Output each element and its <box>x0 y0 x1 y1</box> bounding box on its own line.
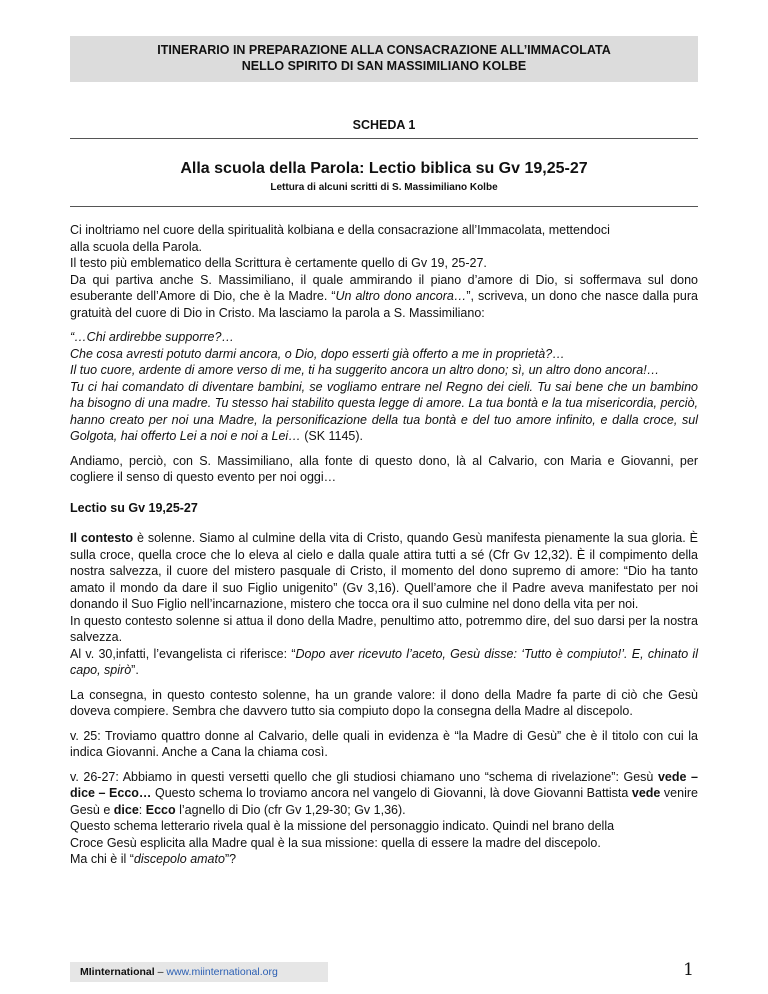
section-heading <box>70 500 698 517</box>
text-line <box>70 272 698 322</box>
footer-org: MIinternational <box>80 966 155 978</box>
text-line: Il testo più emblematico della Scrittura è certamente quello di Gv 19, 25-27. <box>70 256 487 270</box>
text-run: : <box>138 802 146 817</box>
bold-term: vede <box>631 786 661 800</box>
quote-reference: (SK 1145). <box>300 429 364 443</box>
text-run: è solenne. Siamo al culmine della vita di Cristo, quando Gesù manifesta pienamente la sua gloria. È sulla croce, quella croce che lo eleva al cielo e dalla quale attira tutti a sé (Cfr Gv 12,32). È il compimento della nostra salvezza, il cuore del mistero pasquale di Cristo, il momento del dono supremo di amore: “Dio ha tanto amato il mondo da dare il suo Figlio unigenito” (Gv 3,16). Quell’amore che il Padre aveva manifestato per noi donando il Suo Figlio nell’incarnazione, mistero che tocca ora il suo culmine nel dono della vita per noi. <box>70 531 699 611</box>
kolbe-quote <box>70 329 698 445</box>
text-run: Questo schema lo troviamo ancora nel vangelo di Giovanni, là dove Giovanni Battista <box>151 786 632 800</box>
consegna-paragraph: La consegna, in questo contesto solenne, ha un grande valore: il dono della Madre fa parte di ciò che Gesù doveva compiere. Sembra che davvero tutto sia compiuto dopo la consegna della Madre al discepolo. <box>70 687 698 718</box>
divider <box>70 138 698 139</box>
italic-quote: discepolo amato <box>133 852 225 866</box>
text-line <box>70 646 698 679</box>
quote-line: Il tuo cuore, ardente di amore verso di me, ti ha suggerito ancora un altro dono; sì, un altro dono ancora!… <box>70 363 660 377</box>
page-number: 1 <box>683 960 694 980</box>
text-line: Ci inoltriamo nel cuore della spiritualità kolbiana e della consacrazione all’Immacolata, mettendoci <box>70 223 610 237</box>
text-run: ”. <box>131 663 139 677</box>
contesto-paragraph <box>70 530 698 679</box>
v25-paragraph: v. 25: Troviamo quattro donne al Calvario, delle quali in evidenza è “la Madre di Gesù” che è il titolo con cui la indica Giovanni. Anche a Cana la chiama così. <box>70 728 698 759</box>
text-run: Ma chi è il “ <box>70 852 134 866</box>
andiamo-paragraph: Andiamo, perciò, con S. Massimiliano, alla fonte di questo dono, là al Calvario, con Maria e Giovanni, per cogliere il senso di questo evento per noi oggi… <box>70 453 698 484</box>
text-line <box>70 851 698 868</box>
text-line: Questo schema letterario rivela qual è la missione del personaggio indicato. Quindi nel brano della <box>70 819 615 833</box>
text-run: Al v. 30,infatti, l’evangelista ci riferisce: “ <box>70 646 296 661</box>
bold-term: vede – dice – Ecco… <box>70 769 698 800</box>
text-line: alla scuola della Parola. <box>70 239 203 254</box>
v26-27-paragraph <box>70 769 698 868</box>
quote-line <box>70 379 698 445</box>
intro-paragraph <box>70 222 698 321</box>
text-line: Croce Gesù esplicita alla Madre qual è la sua missione: quella di essere la madre del discepolo. <box>70 835 601 850</box>
text-run: venire Gesù e <box>70 786 698 817</box>
bold-term: Ecco <box>145 802 176 817</box>
text-line: In questo contesto solenne si attua il dono della Madre, penultimo atto, potremmo dire, del suo darsi per la nostra salvezza. <box>70 613 698 644</box>
text-line <box>70 769 698 819</box>
text-run: Da qui partiva anche S. Massimiliano, il quale ammirando il piano d’amore di Dio, si soffermava sul dono esuberante dell’Amore di Dio, che è la Madre. “ <box>70 272 698 303</box>
italic-quote: Dopo aver ricevuto l’aceto, Gesù disse: ‘Tutto è compiuto!’. E, chinato il capo, spirò <box>70 646 698 677</box>
page-footer <box>70 962 698 984</box>
footer-url-link[interactable]: www.miinternational.org <box>166 966 278 978</box>
header-line-1: ITINERARIO IN PREPARAZIONE ALLA CONSACRAZIONE ALL’IMMACOLATA <box>157 43 611 57</box>
document-header <box>70 36 698 82</box>
italic-quote: Un altro dono ancora… <box>335 289 467 303</box>
divider <box>70 206 698 207</box>
quote-line: “…Chi ardirebbe supporre?… <box>70 330 234 344</box>
quote-line: Che cosa avresti potuto darmi ancora, o Dio, dopo esserti già offerto a me in proprietà?… <box>70 346 565 361</box>
scheda-label: SCHEDA 1 <box>352 118 416 132</box>
bold-lead: Il contesto <box>70 531 134 545</box>
page-title: Alla scuola della Parola: Lectio biblica su Gv 19,25-27 <box>180 160 588 177</box>
header-line-2: NELLO SPIRITO DI SAN MASSIMILIANO KOLBE <box>241 59 527 73</box>
text-run: ”? <box>224 852 237 866</box>
text-line <box>70 530 698 613</box>
footer-separator: – <box>154 966 167 978</box>
quote-text: Tu ci hai comandato di diventare bambini, se vogliamo entrare nel Regno dei cieli. Tu sai bene che un bambino ha bisogno di una madre. Tu stesso hai stabilito questa legge di amore. La tua bontà e la tua misericordia, perciò, hanno creato per noi una Madre, la personificazione della tua bontà e del tuo amore infinito, e dalla croce, sul Golgota, hai offerto Lei a noi e noi a Lei… <box>70 379 698 443</box>
page-subtitle: Lettura di alcuni scritti di S. Massimiliano Kolbe <box>270 182 498 193</box>
bold-term: dice <box>113 802 139 817</box>
text-run: l’agnello di Dio (cfr Gv 1,29-30; Gv 1,36). <box>175 802 406 817</box>
text-run: ”, scriveva, un dono che nasce dalla pura gratuità del cuore di Dio in Cristo. Ma lasciamo la parola a S. Massimiliano: <box>70 289 698 320</box>
section-heading-text: Lectio su Gv 19,25-27 <box>70 500 198 515</box>
footer-band <box>70 962 328 982</box>
document-body <box>70 222 698 876</box>
text-run: v. 26-27: Abbiamo in questi versetti quello che gli studiosi chiamano uno “schema di rivelazione”: Gesù <box>70 769 658 784</box>
